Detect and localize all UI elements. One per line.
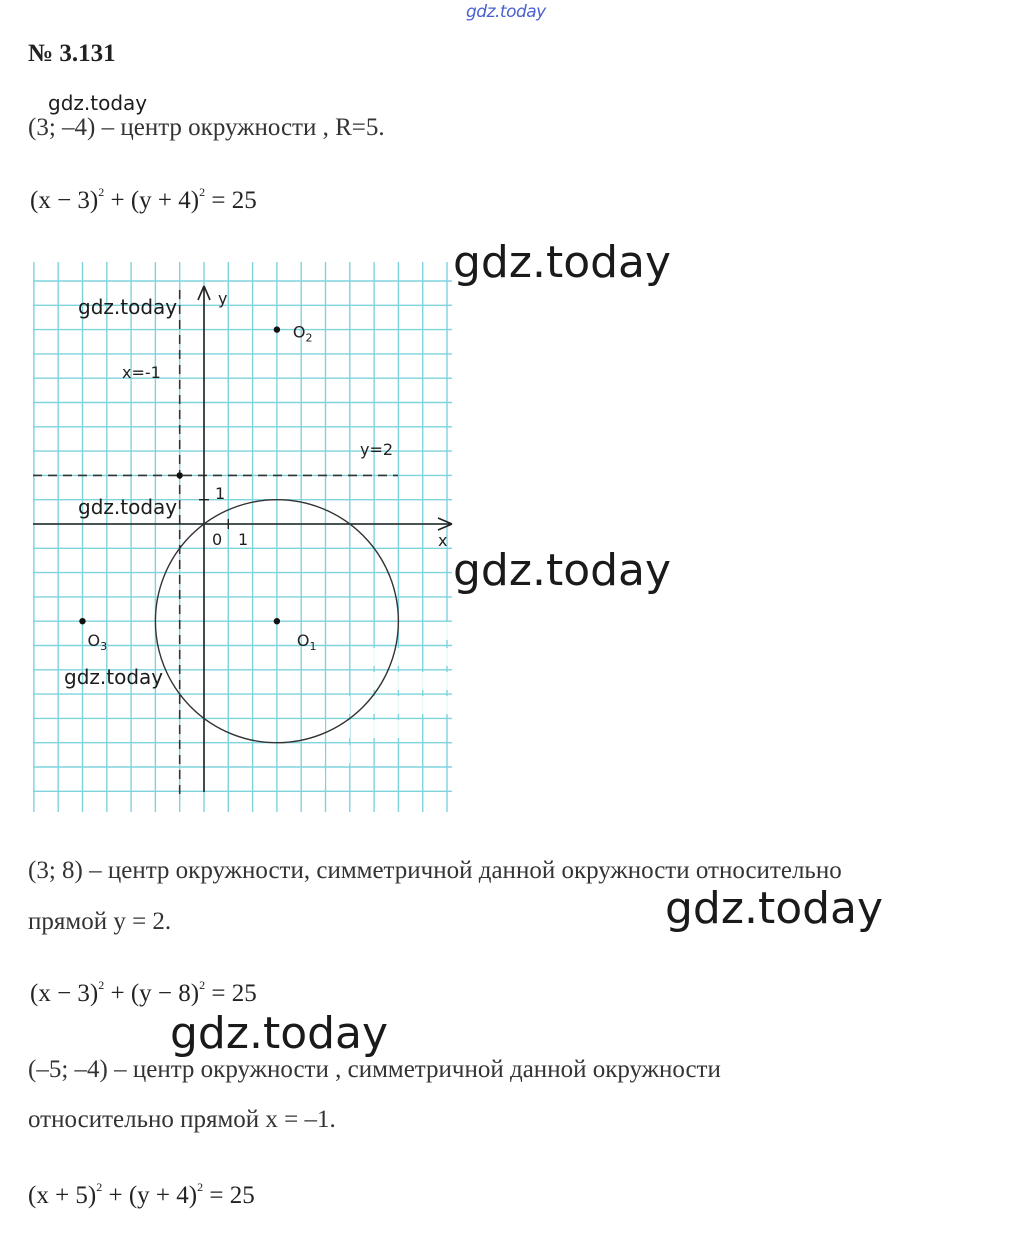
intersection-dot bbox=[177, 472, 183, 478]
grid-tile bbox=[430, 648, 450, 666]
watermark: gdz.today bbox=[78, 295, 178, 319]
grid-tile bbox=[355, 648, 375, 666]
grid-tile bbox=[330, 745, 350, 763]
watermark-top: gdz.today bbox=[466, 2, 546, 22]
equation-3: $(x + 5)^2 + (y + 4)^2 = 25$ bbox=[28, 1180, 255, 1209]
watermark-big: gdz.today bbox=[170, 1008, 389, 1059]
grid-tile bbox=[280, 745, 300, 763]
grid-tile bbox=[380, 696, 400, 714]
point-label: $O_2$ bbox=[292, 322, 313, 345]
grid-tile bbox=[355, 672, 375, 690]
text-line-1: (3; –4) – центр окружности , R=5. bbox=[28, 114, 385, 141]
equation-2: $(x - 3)^2 + (y - 8)^2 = 25$ bbox=[30, 978, 257, 1007]
grid-tile bbox=[380, 648, 400, 666]
watermark: gdz.today bbox=[48, 91, 148, 115]
watermark-big: gdz.today bbox=[665, 883, 884, 934]
equation-x-part: (x − 3) bbox=[30, 980, 99, 1007]
unit-x-label: 1 bbox=[238, 530, 249, 549]
watermark-big: gdz.today bbox=[453, 545, 672, 596]
text-line-3a: (–5; –4) – центр окружности , симметричной данной окружности bbox=[28, 1056, 721, 1083]
problem-number: № 3.131 bbox=[28, 40, 116, 67]
grid-tile bbox=[255, 770, 275, 788]
unit-y-label: 1 bbox=[215, 484, 226, 503]
grid-tile bbox=[305, 770, 325, 788]
point-dot bbox=[274, 618, 280, 624]
equation-x-part: (x − 3) bbox=[30, 187, 99, 214]
text-line-2a: (3; 8) – центр окружности, симметричной данной окружности относительно bbox=[28, 857, 842, 884]
line-y-2-label: y=2 bbox=[360, 440, 394, 459]
y-axis-label: y bbox=[218, 289, 228, 308]
point-label-subscript: 1 bbox=[309, 640, 317, 654]
text-line-2b: прямой y = 2. bbox=[28, 908, 172, 935]
equation-y-part: (y − 8) bbox=[130, 980, 200, 1007]
grid-tile bbox=[305, 745, 325, 763]
point-dot bbox=[274, 326, 280, 332]
grid-tile bbox=[355, 720, 375, 738]
equation-x-part: (x + 5) bbox=[28, 1182, 97, 1209]
grid-tile bbox=[305, 720, 325, 738]
grid-tile bbox=[380, 720, 400, 738]
equation-y-part: (y + 4) bbox=[130, 187, 200, 214]
grid-tile bbox=[430, 622, 450, 640]
grid-tile bbox=[280, 795, 300, 813]
line-x-minus-1-label: x=-1 bbox=[122, 363, 161, 382]
point-label-subscript: 3 bbox=[100, 640, 108, 654]
origin-label: 0 bbox=[212, 530, 223, 549]
watermark-big: gdz.today bbox=[453, 237, 672, 288]
watermark: gdz.today bbox=[78, 495, 178, 519]
grid-tile bbox=[280, 770, 300, 788]
equation-rhs: = 25 bbox=[211, 980, 257, 1007]
grid-tile bbox=[405, 672, 425, 690]
watermark: gdz.today bbox=[64, 665, 164, 689]
grid-tile bbox=[255, 745, 275, 763]
grid-tile bbox=[405, 696, 425, 714]
grid-tile bbox=[430, 696, 450, 714]
equation-rhs: = 25 bbox=[209, 1182, 255, 1209]
point-label: $O_3$ bbox=[87, 631, 108, 654]
x-axis-label: x bbox=[438, 531, 448, 550]
text-line-3b: относительно прямой x = –1. bbox=[28, 1106, 336, 1133]
equation-1: $(x - 3)^2 + (y + 4)^2 = 25$ bbox=[30, 185, 257, 214]
point-dot bbox=[79, 618, 85, 624]
grid-tile bbox=[430, 672, 450, 690]
equation-rhs: = 25 bbox=[211, 187, 257, 214]
grid-tile bbox=[330, 696, 350, 714]
equation-y-part: (y + 4) bbox=[128, 1182, 198, 1209]
point-label: $O_1$ bbox=[296, 631, 317, 654]
point-label-subscript: 2 bbox=[305, 331, 313, 345]
